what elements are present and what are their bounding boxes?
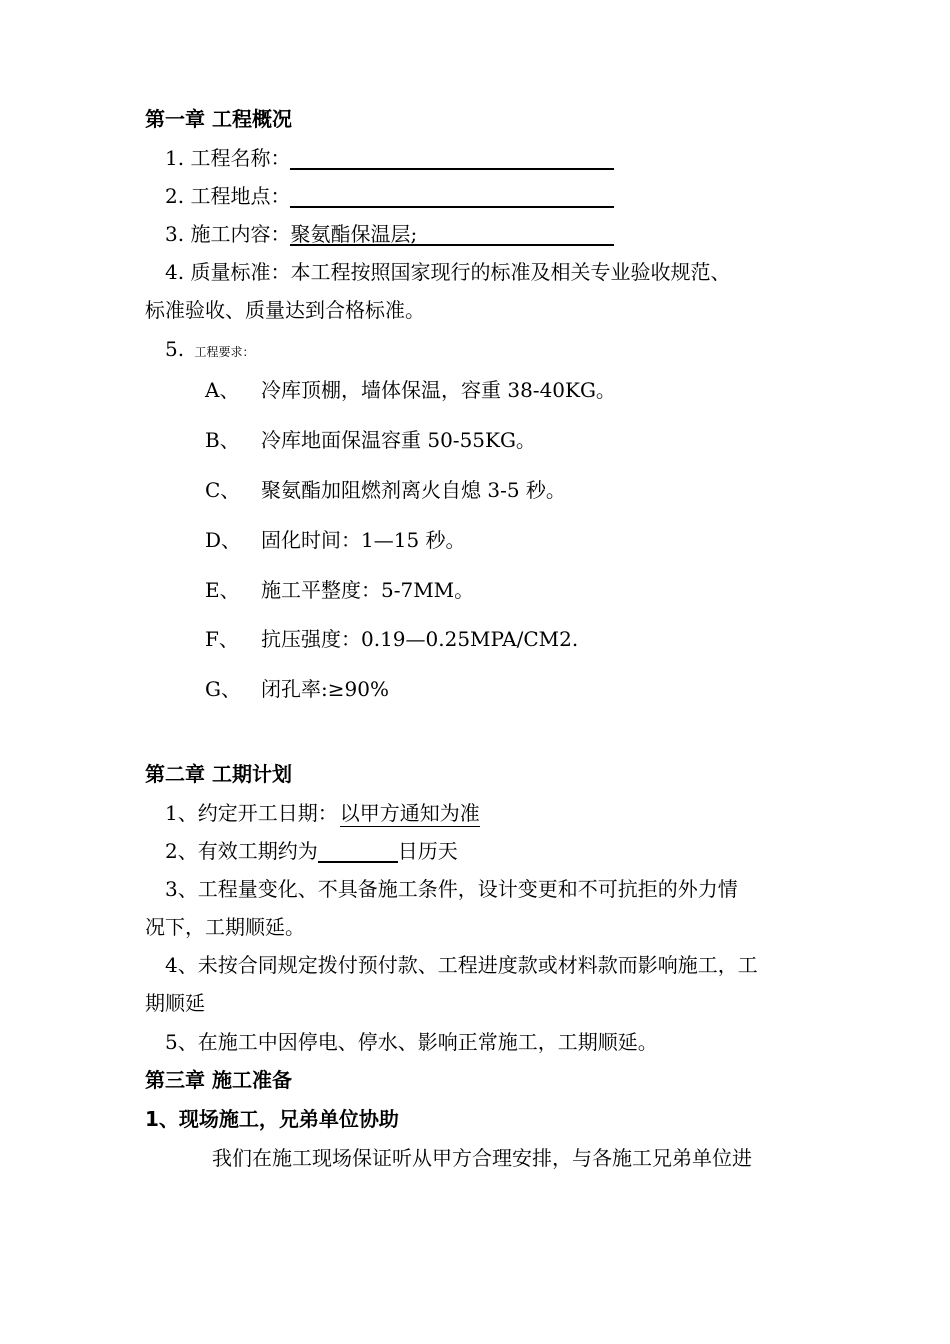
- schedule-item-4-line2: 期顺延: [145, 991, 205, 1015]
- schedule-item-3-line1: 3、工程量变化、不具备施工条件，设计变更和不可抗拒的外力情: [165, 877, 738, 901]
- project-name-label: 1. 工程名称：: [165, 146, 291, 170]
- effective-period-suffix: 日历天: [397, 839, 458, 863]
- start-date-label: 1、约定开工日期：: [165, 801, 338, 825]
- requirement-text: 固化时间：1—15 秒。: [261, 528, 466, 552]
- section-1-title: 1、现场施工，兄弟单位协助: [145, 1107, 399, 1131]
- project-name-field: [290, 146, 614, 170]
- requirement-d: [205, 528, 466, 552]
- requirement-text: 施工平整度：5-7MM。: [261, 578, 475, 602]
- construction-content-label: 3. 施工内容：: [165, 222, 291, 246]
- effective-period-blank: [318, 839, 398, 863]
- requirement-text: 冷库顶棚，墙体保温，容重 38-40KG。: [261, 378, 616, 402]
- project-location-label: 2. 工程地点：: [165, 184, 291, 208]
- requirement-text: 闭孔率:≥90%: [261, 677, 389, 701]
- project-location-field: [290, 184, 614, 208]
- section-1-paragraph: 我们在施工现场保证听从甲方合理安排，与各施工兄弟单位进: [212, 1146, 752, 1170]
- requirement-e: [205, 578, 474, 602]
- requirement-letter: E、: [205, 578, 240, 602]
- start-date-row: [165, 801, 480, 825]
- requirement-g: [205, 677, 389, 701]
- effective-period-row: [165, 839, 458, 863]
- project-requirements-heading: [165, 337, 254, 364]
- requirements-label: 工程要求：: [194, 345, 255, 359]
- requirement-text: 抗压强度：0.19—0.25MPA/CM2.: [261, 627, 579, 651]
- chapter-1-title: 第一章 工程概况: [145, 107, 292, 131]
- requirement-b: [205, 428, 536, 452]
- requirement-letter: A、: [205, 378, 240, 402]
- requirement-letter: C、: [205, 478, 241, 502]
- schedule-item-5: 5、在施工中因停电、停水、影响正常施工，工期顺延。: [165, 1030, 658, 1054]
- requirement-f: [205, 627, 578, 651]
- construction-content-row: [165, 222, 614, 246]
- construction-content-field: 聚氨酯保温层;: [290, 222, 614, 246]
- schedule-item-4-line1: 4、未按合同规定拨付预付款、工程进度款或材料款而影响施工，工: [165, 953, 758, 977]
- project-name-row: [165, 146, 614, 170]
- requirement-letter: F、: [205, 627, 239, 651]
- chapter-2-title: 第二章 工期计划: [145, 762, 292, 786]
- quality-standard-line2: 标准验收、质量达到合格标准。: [145, 298, 425, 322]
- chapter-3-title: 第三章 施工准备: [145, 1068, 292, 1092]
- project-location-row: [165, 184, 614, 208]
- requirement-text: 冷库地面保温容重 50-55KG。: [261, 428, 536, 452]
- requirement-text: 聚氨酯加阻燃剂离火自熄 3-5 秒。: [261, 478, 566, 502]
- schedule-item-3-line2: 况下，工期顺延。: [145, 915, 305, 939]
- requirement-a: [205, 378, 616, 402]
- requirement-letter: B、: [205, 428, 240, 452]
- requirement-letter: G、: [205, 677, 241, 701]
- start-date-value: 以甲方通知为准: [339, 801, 480, 825]
- requirements-number: 5.: [165, 337, 185, 361]
- quality-standard-line1: 4. 质量标准：本工程按照国家现行的标准及相关专业验收规范、: [165, 260, 731, 284]
- requirement-letter: D、: [205, 528, 242, 552]
- requirement-c: [205, 478, 566, 502]
- effective-period-prefix: 2、有效工期约为: [165, 839, 318, 863]
